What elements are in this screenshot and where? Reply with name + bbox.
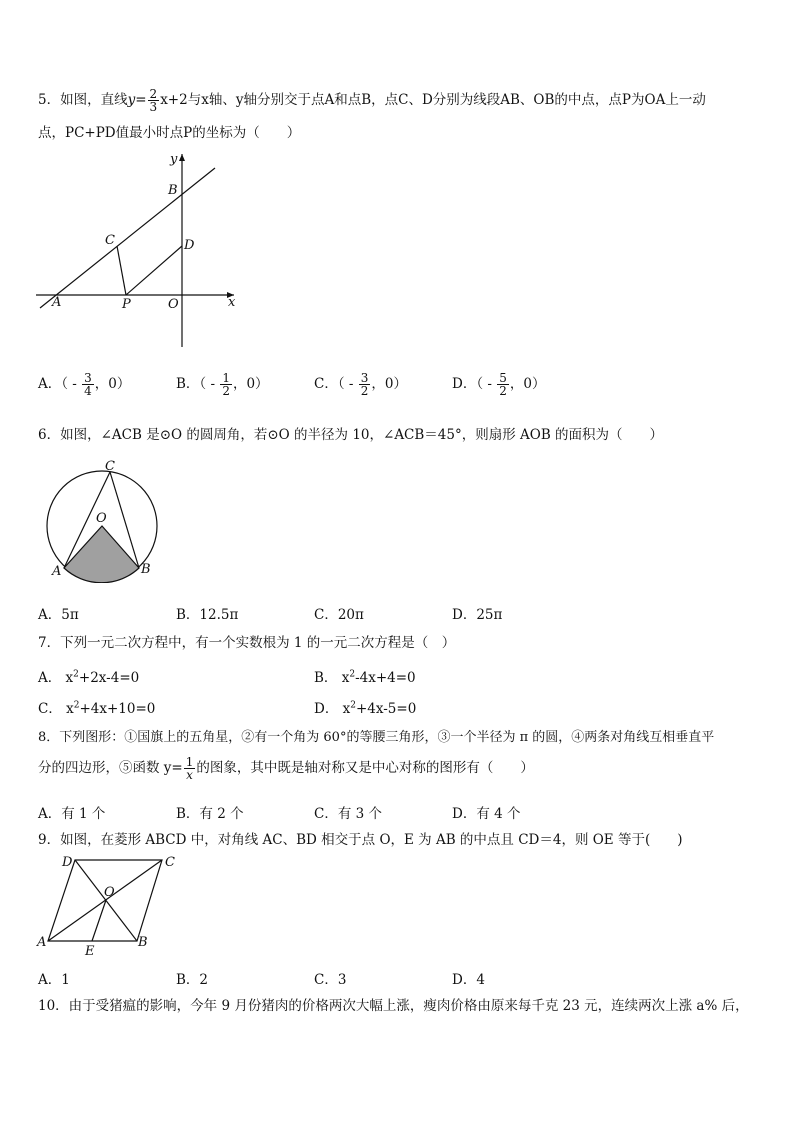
q9-text: 9．如图，在菱形 ABCD 中，对角线 AC、BD 相交于点 O，E 为 AB 的中点且 CD＝4，则 OE 等于( )	[38, 832, 683, 848]
q5-option-d-pre: D．（ -	[452, 376, 497, 392]
q6-label-C: C	[105, 459, 115, 474]
q7-option-b[interactable]	[314, 666, 416, 686]
q6-option-b[interactable]: B．12.5π	[176, 607, 239, 623]
q7-option-d-a: D． x	[314, 701, 351, 717]
q7-option-b-a: B． x	[314, 670, 350, 686]
q5-option-c-pre: C．（ -	[314, 376, 358, 392]
q6-sector	[64, 526, 139, 583]
q7-option-a-sup: 2	[73, 669, 79, 680]
q7-option-a-a: A． x	[38, 670, 74, 686]
q5-label-y: y	[170, 152, 178, 167]
q9-label-E: E	[85, 944, 95, 959]
q6-label-A: A	[52, 564, 62, 579]
q9-label-B: B	[138, 935, 148, 950]
q5-option-d-den: 2	[499, 384, 507, 398]
q9-option-d[interactable]: D．4	[452, 972, 485, 988]
q5-y: y	[127, 92, 136, 108]
q5-y-arrow	[179, 154, 185, 161]
q8-fraction	[184, 756, 196, 781]
q5-label-A: A	[52, 295, 62, 310]
q6-label-O: O	[96, 511, 107, 526]
q5-segment-CP	[117, 246, 126, 295]
q7-option-a-b: +2x-4=0	[78, 670, 140, 686]
q5-option-b-post: ，0）	[232, 376, 269, 392]
q5-segment-PD	[126, 246, 182, 295]
q6-text: 6．如图，∠ACB 是⊙O 的圆周角，若⊙O 的半径为 10，∠ACB＝45°，则扇形 AOB 的面积为（ ）	[38, 427, 664, 443]
q7-option-d-sup: 2	[350, 700, 356, 711]
q5-label-x: x	[228, 295, 236, 310]
q10-text: 10．由于受猪瘟的影响，今年 9 月份猪肉的价格两次大幅上涨，瘦肉价格由原来每千克 23 元，连续两次上涨 a% 后，	[38, 998, 749, 1014]
q5-line2: 点，PC+PD值最小时点P的坐标为（ ）	[38, 125, 301, 141]
q5-number: 5．	[38, 92, 61, 108]
q8-frac-den: x	[184, 768, 196, 781]
q7-option-c-a: C． x	[38, 701, 74, 717]
q9-label-A: A	[37, 935, 47, 950]
q6-option-c[interactable]: C．20π	[314, 607, 364, 623]
q5-text-b: x+2与x轴、y轴分别交于点A和点B，点C、D分别为线段AB、OB的中点，点P为OA上一动	[160, 92, 706, 108]
q6-figure	[40, 458, 170, 583]
q9-label-O: O	[104, 885, 115, 900]
q5-option-a-den: 4	[84, 384, 92, 398]
q9-diagonal-AC	[48, 860, 162, 941]
q5-option-b-num: 1	[222, 371, 230, 385]
q5-option-a-num: 3	[84, 371, 92, 385]
q7-option-c-sup: 2	[73, 700, 80, 711]
q6-label-B: B	[141, 562, 151, 577]
q5-option-c-den: 2	[360, 384, 369, 398]
q5-label-B: B	[168, 183, 178, 198]
q5-text-a: 如图，直线	[60, 92, 128, 108]
q5-option-c-frac	[359, 372, 371, 397]
q5-fraction	[148, 88, 160, 113]
q5-figure	[30, 148, 250, 353]
q9-option-a[interactable]: A．1	[38, 972, 70, 988]
q5-option-b-frac	[220, 372, 232, 397]
q9-label-D: D	[62, 855, 73, 870]
q7-option-d[interactable]	[314, 697, 416, 717]
q5-option-c[interactable]	[314, 372, 407, 397]
q5-frac-num: 2	[149, 87, 158, 101]
q5-option-a-frac	[82, 372, 94, 397]
q5-option-a[interactable]	[38, 372, 130, 397]
q5-option-b[interactable]	[176, 372, 269, 397]
q8-line1: 8．下列图形：①国旗上的五角星，②有一个角为 60°的等腰三角形，③一个半径为 π 的圆，④两条对角线互相垂直平	[38, 730, 715, 745]
q5-label-C: C	[105, 233, 115, 248]
q5-label-O: O	[168, 297, 179, 312]
q7-option-c[interactable]	[38, 697, 155, 717]
q6-option-a[interactable]: A．5π	[38, 607, 79, 623]
q7-option-a[interactable]	[38, 666, 139, 686]
q9-label-C: C	[165, 855, 175, 870]
q7-option-c-b: +4x+10=0	[79, 701, 156, 717]
q5-option-d-post: ，0）	[509, 376, 546, 392]
q5-frac-den: 3	[149, 100, 158, 114]
q5-option-d-frac	[497, 372, 509, 397]
q9-option-b[interactable]: B．2	[176, 972, 209, 988]
q5-option-d-num: 5	[499, 371, 507, 385]
q8-frac-num: 1	[185, 755, 194, 769]
q8-option-c[interactable]: C．有 3 个	[314, 806, 383, 822]
q9-figure	[34, 852, 184, 960]
q5-option-a-pre: A．（ -	[38, 376, 82, 392]
q5-label-P: P	[122, 297, 131, 312]
q5-option-a-post: ，0）	[94, 376, 131, 392]
q5-line1	[38, 88, 706, 113]
q8-option-a[interactable]: A．有 1 个	[38, 806, 106, 822]
q9-option-c[interactable]: C．3	[314, 972, 347, 988]
q8-line2	[38, 756, 534, 781]
q7-option-b-b: -4x+4=0	[355, 670, 416, 686]
q7-option-b-sup: 2	[349, 669, 356, 680]
q5-option-d[interactable]	[452, 372, 545, 397]
q6-option-d[interactable]: D．25π	[452, 607, 503, 623]
q5-option-b-den: 2	[222, 384, 230, 398]
q5-option-c-post: ，0）	[371, 376, 407, 392]
q5-eq: =	[135, 92, 147, 108]
q7-option-d-b: +4x-5=0	[355, 701, 417, 717]
q8-line2-a: 分的四边形，⑤函数 y=	[38, 760, 183, 776]
q5-option-c-num: 3	[360, 371, 369, 385]
q5-label-D: D	[184, 238, 195, 253]
q7-text: 7．下列一元二次方程中，有一个实数根为 1 的一元二次方程是（ ）	[38, 635, 456, 651]
q9-segment-OE	[92, 900, 106, 941]
q8-option-d[interactable]: D．有 4 个	[452, 806, 521, 822]
q8-line2-b: 的图象，其中既是轴对称又是中心对称的图形有（ ）	[196, 760, 534, 776]
q5-option-b-pre: B．（ -	[176, 376, 220, 392]
q8-option-b[interactable]: B．有 2 个	[176, 806, 244, 822]
